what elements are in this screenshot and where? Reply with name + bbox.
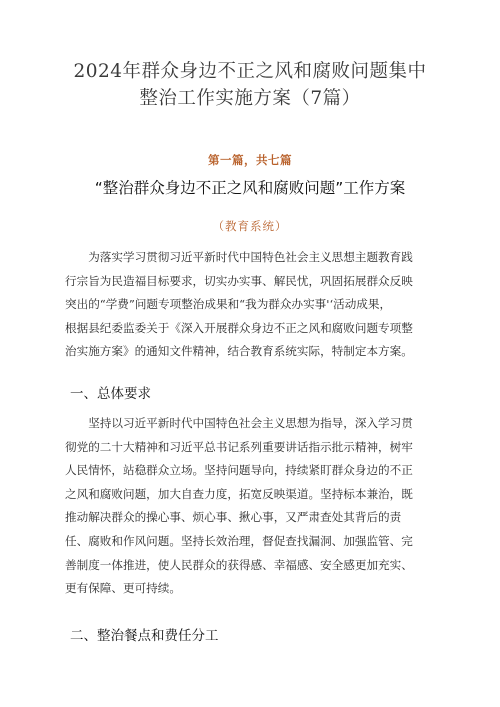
intro-paragraph	[65, 246, 445, 364]
article-title: “整治群众身边不正之风和腐败问题”工作方案	[94, 179, 406, 197]
requirements-paragraph	[65, 412, 445, 601]
paragraph-line: 为落实学习贯彻习近平新时代中国特色社会主义思想主题教育践	[88, 250, 413, 264]
paragraph-line: 突出的“学费”问题专项整治成果和“我为群众办实事'‘活动成果，	[65, 297, 392, 312]
paragraph-line: 善制度一体推进，使人民群众的获得感、幸福感、安全感更加充实、	[65, 557, 413, 572]
paragraph-line: 治实施方案》的通知文件精神，结合教育系统实际，特制定本方案。	[65, 344, 413, 359]
paragraph-line: 坚持以习近平新时代中国特色社会主义思想为指导，深入学习贯	[88, 416, 413, 430]
document-title-line-1: 2024年群众身边不正之风和腐败问题集中	[73, 61, 427, 82]
paragraph-line: 人民情怀，站稳群众立场。坚持问题导向，持续紧盯群众身边的不正	[65, 463, 413, 478]
chapter-label: 第一篇，共七篇	[208, 153, 292, 167]
paragraph-line: 之风和腐败问题，加大自查力度，拓宽反映渠道。坚持标本兼治，既	[65, 486, 413, 501]
paragraph-line: 推动解决群众的操心事、烦心事、揪心事，又严肃查处其背后的责	[65, 510, 402, 525]
document-title-line-2: 整治工作实施方案（7篇）	[139, 88, 361, 109]
paragraph-line: 彻党的二十大精神和习近平总书记系列重要讲话指示批示精神，树牢	[65, 439, 413, 454]
paragraph-line: 更有保障、更可持续。	[65, 581, 181, 596]
paragraph-line: 行宗旨为民造福目标要求，切实办实事、解民忧，巩固拓展群众反映	[65, 273, 413, 288]
paragraph-line: 任、腐败和作风问题。坚持长效治理，督促查找漏洞、加强监管、完	[65, 533, 413, 548]
document-title	[40, 58, 460, 112]
paragraph-line: 根据县纪委监委关于《深入开展群众身边不正之风和腐败问题专项整	[65, 320, 413, 335]
article-subtitle: （教育系统）	[212, 219, 288, 233]
section-heading-2: 二、整治餐点和费任分工	[70, 628, 219, 644]
section-heading-1: 一、总体要求	[70, 386, 151, 402]
